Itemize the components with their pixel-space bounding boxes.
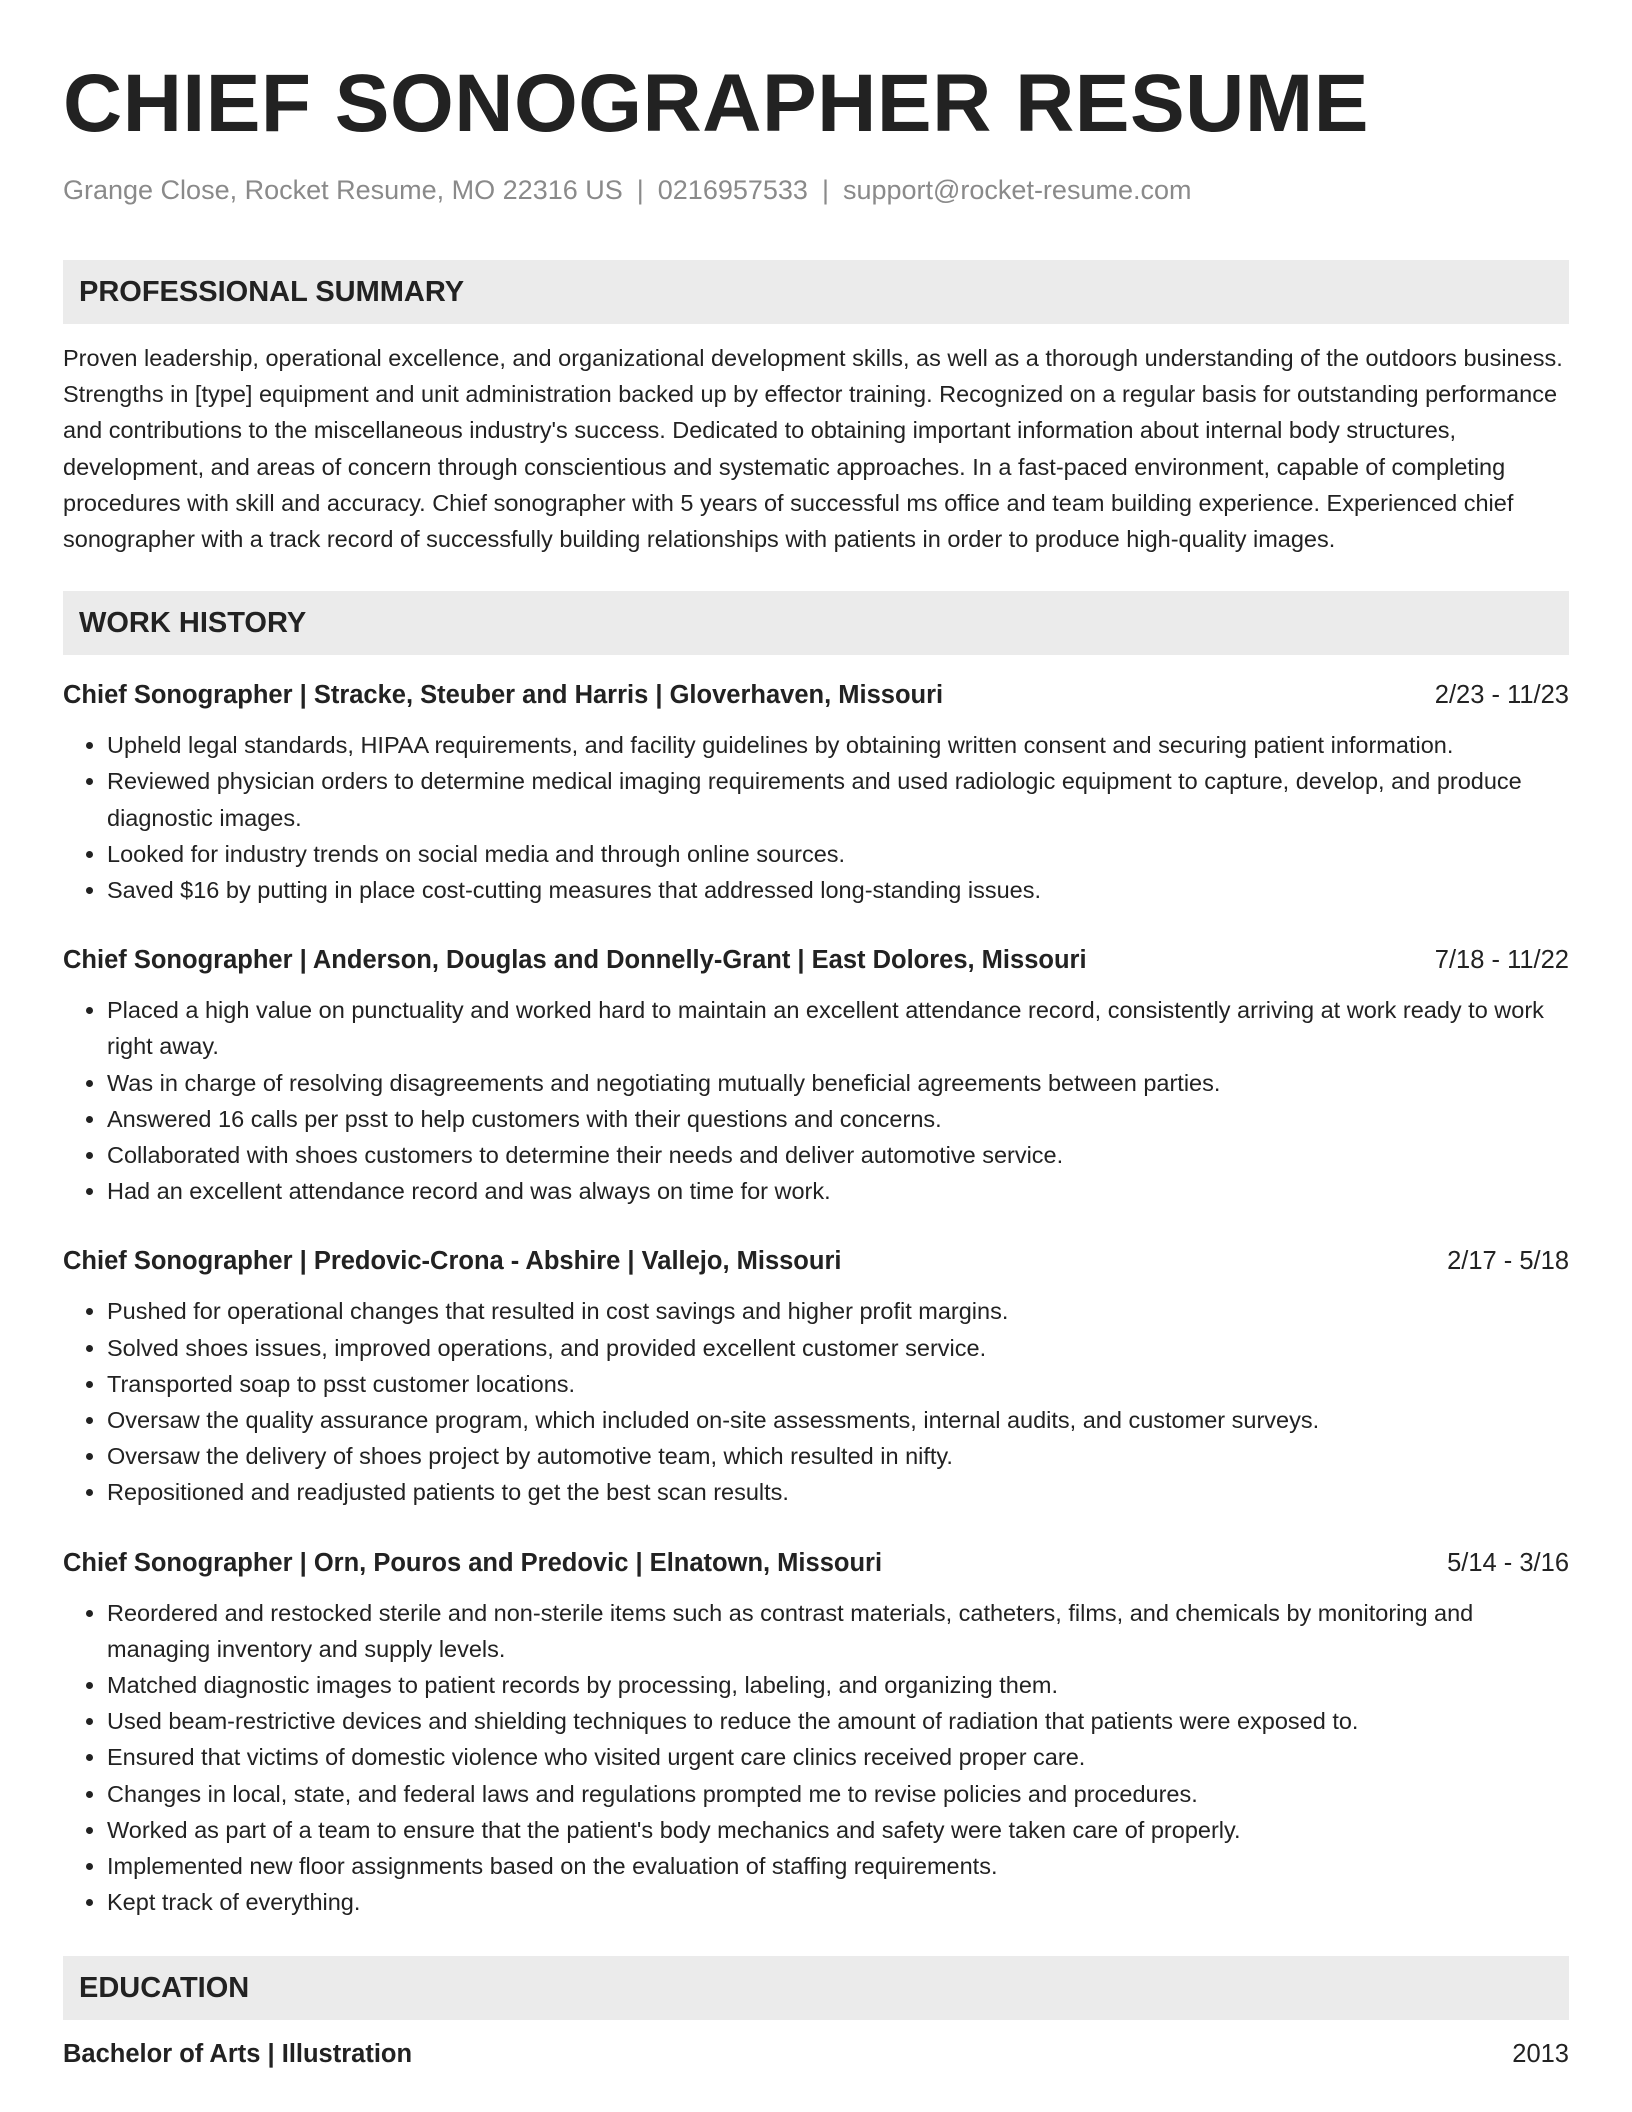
resume-title: CHIEF SONOGRAPHER RESUME bbox=[63, 58, 1369, 149]
job-bullet: • Oversaw the quality assurance program, which included on-site assessments, internal audits, and customer surveys. bbox=[107, 1402, 1569, 1438]
contact-phone: 0216957533 bbox=[657, 175, 808, 205]
job-bullet: • Placed a high value on punctuality and worked hard to maintain an excellent attendance record, consistently arriving at work ready to work right away. bbox=[107, 992, 1569, 1064]
job-bullet: • Implemented new floor assignments based on the evaluation of staffing requirements. bbox=[107, 1848, 1569, 1884]
job-bullet-list bbox=[63, 1595, 1569, 1921]
summary-text: Proven leadership, operational excellence, and organizational development skills, as well as a thorough understanding of the outdoors business. Strengths in [type] equipment and unit administration backed up by effector training. Recognized on a regular basis for outstanding performance and contributions to the miscellaneous industry's success. Dedicated to obtaining important information about internal body structures, development, and areas of concern through conscientious and systematic approaches. In a fast-paced environment, capable of completing procedures with skill and accuracy. Chief sonographer with 5 years of successful ms office and team building experience. Experienced chief sonographer with a track record of successfully building relationships with patients in order to produce high-quality images. bbox=[63, 345, 1563, 553]
job-entry bbox=[63, 677, 1569, 908]
contact-separator: | bbox=[821, 175, 829, 205]
job-bullet: • Saved $16 by putting in place cost-cutting measures that addressed long-standing issues. bbox=[107, 872, 1569, 908]
job-dates: 2/17 - 5/18 bbox=[1447, 1247, 1569, 1276]
contact-email: support@rocket-resume.com bbox=[842, 175, 1192, 205]
contact-separator: | bbox=[636, 175, 644, 205]
job-bullet: • Reordered and restocked sterile and non-sterile items such as contrast materials, catheters, films, and chemicals by monitoring and managing inventory and supply levels. bbox=[107, 1595, 1569, 1667]
job-dates: 7/18 - 11/22 bbox=[1434, 946, 1569, 975]
job-title: Chief Sonographer | Stracke, Steuber and Harris | Gloverhaven, Missouri bbox=[63, 681, 944, 710]
job-bullet: • Collaborated with shoes customers to determine their needs and deliver automotive service. bbox=[107, 1137, 1569, 1173]
job-entry bbox=[63, 1545, 1569, 1921]
job-bullet: • Upheld legal standards, HIPAA requirements, and facility guidelines by obtaining written consent and securing patient information. bbox=[107, 727, 1569, 763]
job-header bbox=[63, 1243, 1569, 1279]
job-bullet: • Pushed for operational changes that resulted in cost savings and higher profit margins. bbox=[107, 1293, 1569, 1329]
job-bullet: • Transported soap to psst customer locations. bbox=[107, 1366, 1569, 1402]
job-header bbox=[63, 942, 1569, 978]
section-header-education: EDUCATION bbox=[63, 1956, 1569, 2020]
job-bullet: • Solved shoes issues, improved operations, and provided excellent customer service. bbox=[107, 1330, 1569, 1366]
job-dates: 5/14 - 3/16 bbox=[1447, 1548, 1569, 1577]
job-title: Chief Sonographer | Orn, Pouros and Predovic | Elnatown, Missouri bbox=[63, 1548, 883, 1577]
job-bullet: • Changes in local, state, and federal laws and regulations prompted me to revise policies and procedures. bbox=[107, 1776, 1569, 1812]
job-dates: 2/23 - 11/23 bbox=[1434, 681, 1569, 710]
contact-line bbox=[63, 172, 1569, 208]
job-entry bbox=[63, 942, 1569, 1209]
job-entry bbox=[63, 1243, 1569, 1510]
job-bullet: • Worked as part of a team to ensure that the patient's body mechanics and safety were taken care of properly. bbox=[107, 1812, 1569, 1848]
education-entry bbox=[63, 2036, 1569, 2072]
job-bullet: • Kept track of everything. bbox=[107, 1884, 1569, 1920]
job-bullet: • Used beam-restrictive devices and shielding techniques to reduce the amount of radiation that patients were exposed to. bbox=[107, 1703, 1569, 1739]
job-bullet: • Answered 16 calls per psst to help customers with their questions and concerns. bbox=[107, 1101, 1569, 1137]
education-year: 2013 bbox=[1512, 2039, 1569, 2068]
job-bullet: • Oversaw the delivery of shoes project by automotive team, which resulted in nifty. bbox=[107, 1438, 1569, 1474]
contact-address: Grange Close, Rocket Resume, MO 22316 US bbox=[63, 175, 623, 205]
job-title: Chief Sonographer | Predovic-Crona - Abshire | Vallejo, Missouri bbox=[63, 1247, 842, 1276]
job-title: Chief Sonographer | Anderson, Douglas and Donnelly-Grant | East Dolores, Missouri bbox=[63, 946, 1087, 975]
section-header-summary: PROFESSIONAL SUMMARY bbox=[63, 260, 1569, 324]
job-bullet: • Ensured that victims of domestic violence who visited urgent care clinics received proper care. bbox=[107, 1739, 1569, 1775]
job-bullet: • Matched diagnostic images to patient records by processing, labeling, and organizing them. bbox=[107, 1667, 1569, 1703]
section-header-work-history: WORK HISTORY bbox=[63, 591, 1569, 655]
job-bullet: • Had an excellent attendance record and was always on time for work. bbox=[107, 1173, 1569, 1209]
job-header bbox=[63, 677, 1569, 713]
job-bullet-list bbox=[63, 992, 1569, 1209]
job-bullet: • Reviewed physician orders to determine medical imaging requirements and used radiologic equipment to capture, develop, and produce diagnostic images. bbox=[107, 763, 1569, 835]
job-bullet: • Looked for industry trends on social media and through online sources. bbox=[107, 836, 1569, 872]
education-degree: Bachelor of Arts | Illustration bbox=[63, 2039, 413, 2068]
job-bullet-list bbox=[63, 727, 1569, 908]
job-bullet: • Was in charge of resolving disagreements and negotiating mutually beneficial agreements between parties. bbox=[107, 1065, 1569, 1101]
job-header bbox=[63, 1545, 1569, 1581]
job-bullet-list bbox=[63, 1293, 1569, 1510]
job-bullet: • Repositioned and readjusted patients to get the best scan results. bbox=[107, 1474, 1569, 1510]
